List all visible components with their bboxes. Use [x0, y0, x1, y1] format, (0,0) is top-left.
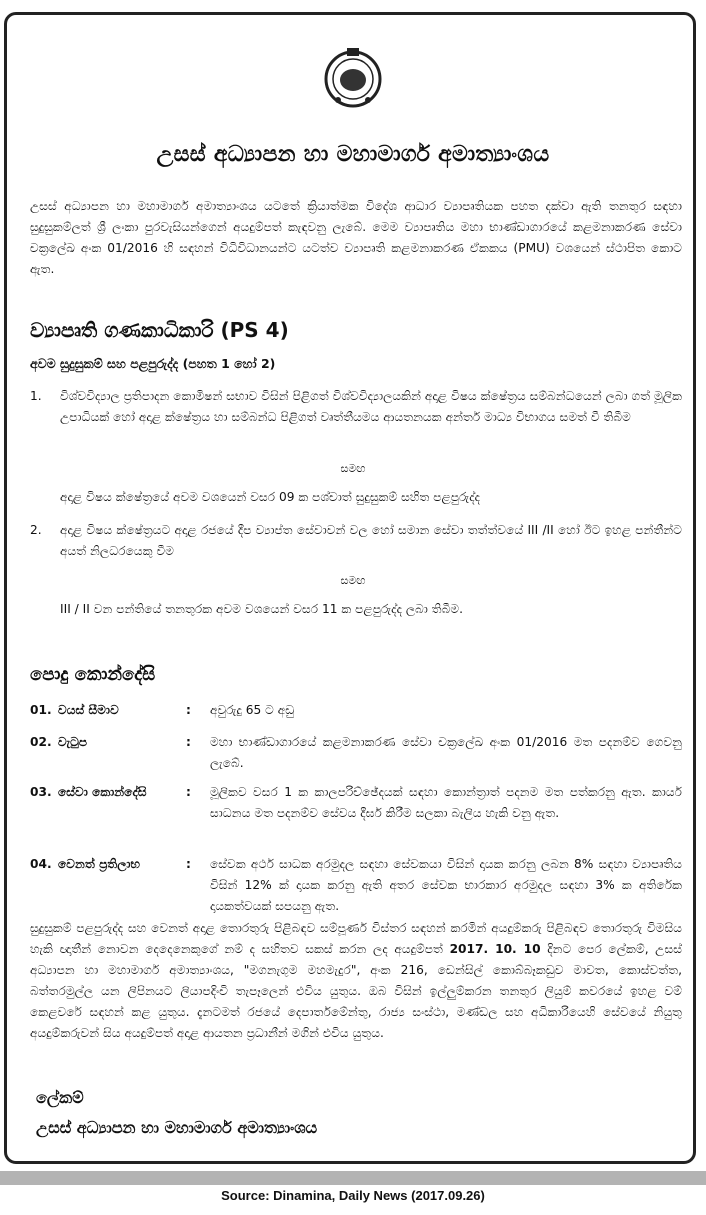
condition-colon: : [186, 857, 191, 871]
application-instructions [30, 918, 682, 1044]
condition-colon: : [186, 703, 191, 717]
sri-lanka-emblem-icon [318, 42, 388, 112]
condition-row [30, 782, 682, 824]
condition-label: වයස් සීමාව [58, 703, 119, 717]
requirement-item-2 [30, 520, 682, 562]
requirements-heading: අවම සුදුසුකම් සහ පළපුරුද්ද (පහත 1 හෝ 2) [30, 356, 276, 371]
condition-label: වැටුප [58, 735, 88, 749]
signature-title: ලේකම් [36, 1088, 84, 1107]
condition-row [30, 854, 682, 917]
condition-number: 04. [30, 857, 52, 871]
general-conditions-heading: පොදු කොන්දේසි [30, 664, 156, 685]
condition-row [30, 700, 682, 721]
instructions-part-1: සුදුසුකම් පළපුරුද්ද සහ වෙනත් අදාළ තොරතුරු පිළිබඳව සම්පූර්ණ විස්තර සඳහන් කරමින් අයදුම්කරු පිළිබඳව තොරතුරු විමසිය හැකි ඥාතීන් නොවන දෙදෙනෙකුගේ නම් ද සහිතව සකස් කරන ලද අයදුම්පත් [30, 921, 682, 956]
condition-colon: : [186, 735, 191, 749]
condition-label: සේවා කොන්දේසි [58, 785, 147, 799]
condition-colon: : [186, 785, 191, 799]
intro-paragraph: උසස් අධ්‍යාපන හා මහාමාර්ග අමාත්‍යාංශය යටතේ ක්‍රියාත්මක විදේශ ආධාර ව්‍යාපෘතියක පහත දක්වා ඇති තනතුර සඳහා සුදුසුකම්ලත් ශ්‍රී ලංකා පුරවැසියන්ගෙන් අයදුම්පත් කැඳවනු ලැබේ. මෙම ව්‍යාපෘතිය මහා භාණ්ඩාගාරයේ කළමනාකරණ සේවා චක්‍රලේඛ අංක 01/2016 හි සඳහන් විධිවිධානයන්ට යටත්ව ව්‍යාපෘති කළමනාකරණ ඒකකය (PMU) වශයෙන් ස්ථාපිත කොට ඇත. [30, 199, 682, 276]
condition-row [30, 732, 682, 774]
position-title: ව්‍යාපෘති ගණකාධිකාරි (PS 4) [30, 318, 289, 342]
ministry-title: උසස් අධ්‍යාපන හා මහාමාර්ග අමාත්‍යාංශය [156, 142, 550, 167]
signature-ministry: උසස් අධ්‍යාපන හා මහාමාර්ග අමාත්‍යාංශය [36, 1118, 318, 1137]
condition-value: මහා භාණ්ඩාගාරයේ කළමනාකරණ සේවා චක්‍රලේඛ අංක 01/2016 මත පදනම්ව ගෙවනු ලැබේ. [210, 735, 682, 770]
requirement-text: අදාළ විෂය ක්ෂේත්‍රයට අදාළ රජයේ දීප ව්‍යාප්ත සේවාවන් වල හෝ සමාන සේවා තත්ත්වයේ III /II හෝ ඊට ඉහළ පන්තීන්ට අයත් නිලධරයෙකු වීම [60, 523, 682, 558]
requirement-item-1 [30, 386, 682, 428]
joiner-text: සමඟ [340, 462, 366, 475]
requirement-text: විශ්වවිද්‍යාල ප්‍රතිපාදන කොමිෂන් සභාව විසින් පිළිගත් විශ්වවිද්‍යාලයකින් අදාළ විෂය ක්ෂේත්‍රය සම්බන්ධයෙන් ලබා ගත් මූලික උපාධියක් හෝ අදාළ ක්ෂේත්‍රය හා සම්බන්ධ පිළිගත් වෘත්තීයමය ආයතනයක අන්තර් මාධ්‍ය විභාගය සමත් වී තිබීම [60, 389, 682, 424]
condition-value: අවුරුදු 65 ට අඩු [210, 703, 295, 717]
separator-bar [0, 1171, 706, 1185]
source-caption: Source: Dinamina, Daily News (2017.09.26) [221, 1188, 485, 1203]
condition-label: වෙනත් ප්‍රතිලාභ [58, 857, 141, 871]
requirement-number: 1. [30, 389, 42, 403]
condition-number: 01. [30, 703, 52, 717]
requirement-extra: අදාළ විෂය ක්ෂේත්‍රයේ අවම වශයෙන් වසර 09 ක පශ්චාත් සුදුසුකම් සහිත පළපුරුද්ද [60, 490, 481, 504]
closing-date: 2017. 10. 10 [449, 942, 541, 956]
requirement-number: 2. [30, 523, 42, 537]
condition-value: මූලිකව වසර 1 ක කාලපරිච්ඡේදයක් සඳහා කොන්ත්‍රාත් පදනම මත පත්කරනු ඇත. කාර්ය සාධනය මත පදනම්ව සේවය දීර්ඝ කිරීම සලකා බැලිය හැකි වනු ඇත. [210, 785, 682, 820]
condition-number: 03. [30, 785, 52, 799]
joiner-text: සමඟ [340, 574, 366, 587]
condition-number: 02. [30, 735, 52, 749]
instructions-part-2: දිනට පෙර ලේකම්, උසස් අධ්‍යාපන හා මහාමාර්ග අමාත්‍යාංශය, "මගනැගුම මහමැදුර", අංක 216, ඩෙන්සිල් කොබ්බෑකඩුව මාවත, කොස්වත්ත, බත්තරමුල්ල යන ලිපිනයට ලියාපදිංචි තැපෑලෙන් එවිය යුතුය. ඔබ විසින් ඉල්ලුම්කරන තනතුර ලියුම් කවරයේ ඉහළ වම් කෙළවරේ සඳහන් කළ යුතුය. දැනටමත් රජයේ දෙපාර්තමේන්තු, රාජ්‍ය සංස්ථා, මණ්ඩල සහ අධිකාරියෙහි සේවයේ නියුතු අයදුම්කරුවන් සිය අයදුම්පත් අදාළ ආයතන ප්‍රධානීන් මගින් එවිය යුතුය. [30, 942, 682, 1040]
requirement-extra: III / II වන පන්තියේ තනතුරක අවම වශයෙන් වසර 11 ක පළපුරුද්ද ලබා තිබීම. [60, 602, 463, 616]
condition-value: සේවක අර්ථ සාධක අරමුදල සඳහා සේවකයා විසින් දායක කරනු ලබන 8% සඳහා ව්‍යාපෘතිය විසින් 12% ක් දායක කරනු ඇති අතර සේවක භාරකාර අරමුදල සඳහා 3% ක අතිරේක දායකත්වයක් සපයනු ඇත. [210, 857, 682, 913]
